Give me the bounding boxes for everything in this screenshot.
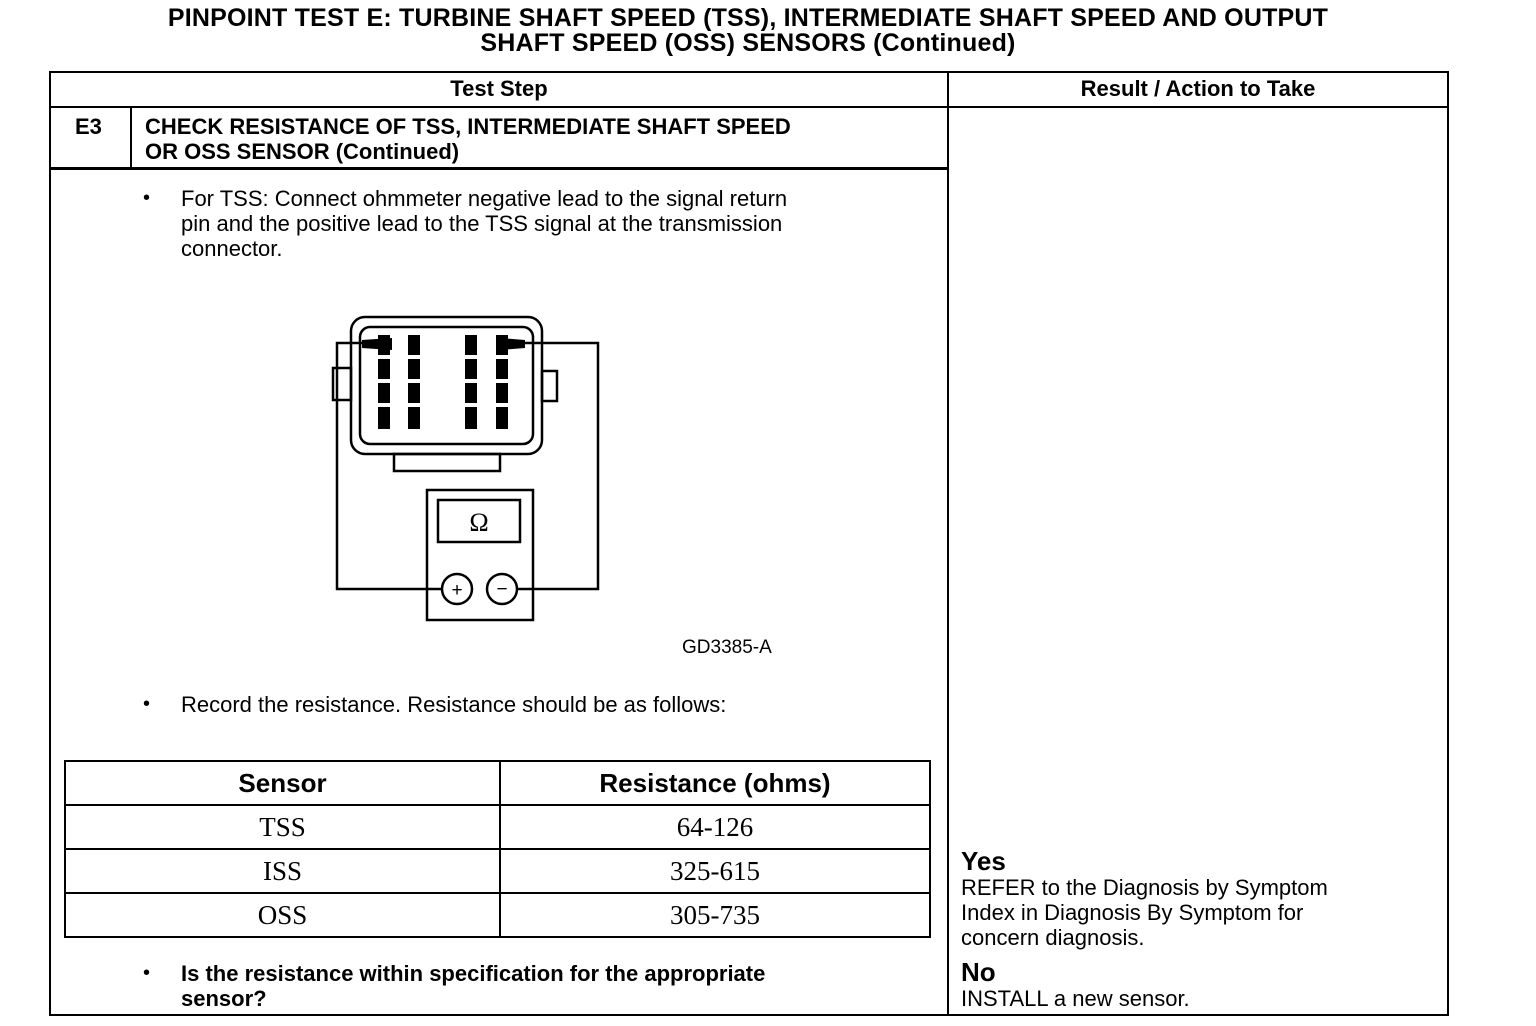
column-divider: [947, 71, 949, 1016]
instruction-line: pin and the positive lead to the TSS signal at the transmission: [181, 211, 783, 236]
instruction-line: For TSS: Connect ohmmeter negative lead to the signal return: [181, 186, 788, 211]
header-rule: [49, 106, 1449, 108]
figure-code: GD3385-A: [682, 637, 772, 658]
plus-symbol: +: [451, 580, 463, 601]
connector-ohmmeter-diagram: [320, 305, 620, 625]
connector-pin: [408, 335, 420, 355]
result-no-label: No: [961, 957, 996, 987]
connector-pin: [378, 407, 390, 429]
connector-pin: [465, 407, 477, 429]
instruction-connect-ohmmeter: [181, 186, 921, 261]
table-row: [65, 893, 930, 937]
page-title-line-2: SHAFT SPEED (OSS) SENSORS (Continued): [480, 29, 1016, 57]
sensor-cell: ISS: [65, 849, 500, 893]
column-header-resistance: Resistance (ohms): [500, 761, 930, 805]
result-line: REFER to the Diagnosis by Symptom: [961, 875, 1328, 900]
step-header-rule: [49, 167, 949, 170]
resistance-cell: 325-615: [500, 849, 930, 893]
header-result-action: Result / Action to Take: [1080, 76, 1316, 101]
step-id: E3: [75, 114, 102, 139]
connector-pin: [378, 383, 390, 403]
table-row: [65, 805, 930, 849]
connector-pin: [408, 407, 420, 429]
table-header-row: [65, 761, 930, 805]
negative-lead-wire: [510, 343, 598, 589]
step-title-line-1: CHECK RESISTANCE OF TSS, INTERMEDIATE SHAFT SPEED: [145, 114, 791, 139]
instruction-line: Record the resistance. Resistance should be as follows:: [181, 692, 727, 717]
result-yes-action: [961, 875, 1431, 950]
sensor-cell: OSS: [65, 893, 500, 937]
connector-pin: [465, 359, 477, 379]
connector-pin: [465, 383, 477, 403]
instruction-line: connector.: [181, 236, 283, 261]
connector-pin: [465, 335, 477, 355]
column-header-sensor: Sensor: [65, 761, 500, 805]
connector-pin: [496, 407, 508, 429]
question-line: sensor?: [181, 986, 267, 1011]
connector-pin: [408, 359, 420, 379]
instruction-record-resistance: [181, 692, 921, 717]
result-line: INSTALL a new sensor.: [961, 986, 1190, 1011]
connector-latch-left: [333, 368, 351, 400]
result-yes-label: Yes: [961, 846, 1006, 876]
positive-probe-tip: [362, 338, 392, 350]
connector-pin: [496, 383, 508, 403]
result-line: Index in Diagnosis By Symptom for: [961, 900, 1304, 925]
step-title: [145, 114, 935, 164]
resistance-cell: 305-735: [500, 893, 930, 937]
bullet-marker: •: [143, 187, 151, 209]
connector-pin: [496, 359, 508, 379]
connector-latch-right: [542, 371, 557, 401]
negative-probe-tip: [500, 338, 525, 350]
ohm-symbol: Ω: [469, 508, 489, 537]
page-title-line-1: PINPOINT TEST E: TURBINE SHAFT SPEED (TSS), INTERMEDIATE SHAFT SPEED AND OUTPUT: [167, 4, 1329, 32]
sensor-cell: TSS: [65, 805, 500, 849]
page-title: [0, 6, 1496, 56]
table-row: [65, 849, 930, 893]
bullet-marker: •: [143, 962, 151, 984]
step-title-line-2: OR OSS SENSOR (Continued): [145, 139, 460, 164]
minus-symbol: −: [496, 579, 508, 600]
result-no-action: [961, 986, 1431, 1011]
connector-key: [394, 454, 500, 471]
resistance-spec-table: [64, 760, 931, 938]
connector-pin: [408, 383, 420, 403]
question-resistance-in-spec: [181, 961, 921, 1011]
step-id-divider: [130, 106, 132, 169]
connector-pin: [378, 359, 390, 379]
resistance-cell: 64-126: [500, 805, 930, 849]
result-line: concern diagnosis.: [961, 925, 1145, 950]
header-test-step: Test Step: [450, 76, 548, 101]
question-line: Is the resistance within specification for the appropriate: [181, 961, 766, 986]
bullet-marker: •: [143, 693, 151, 715]
